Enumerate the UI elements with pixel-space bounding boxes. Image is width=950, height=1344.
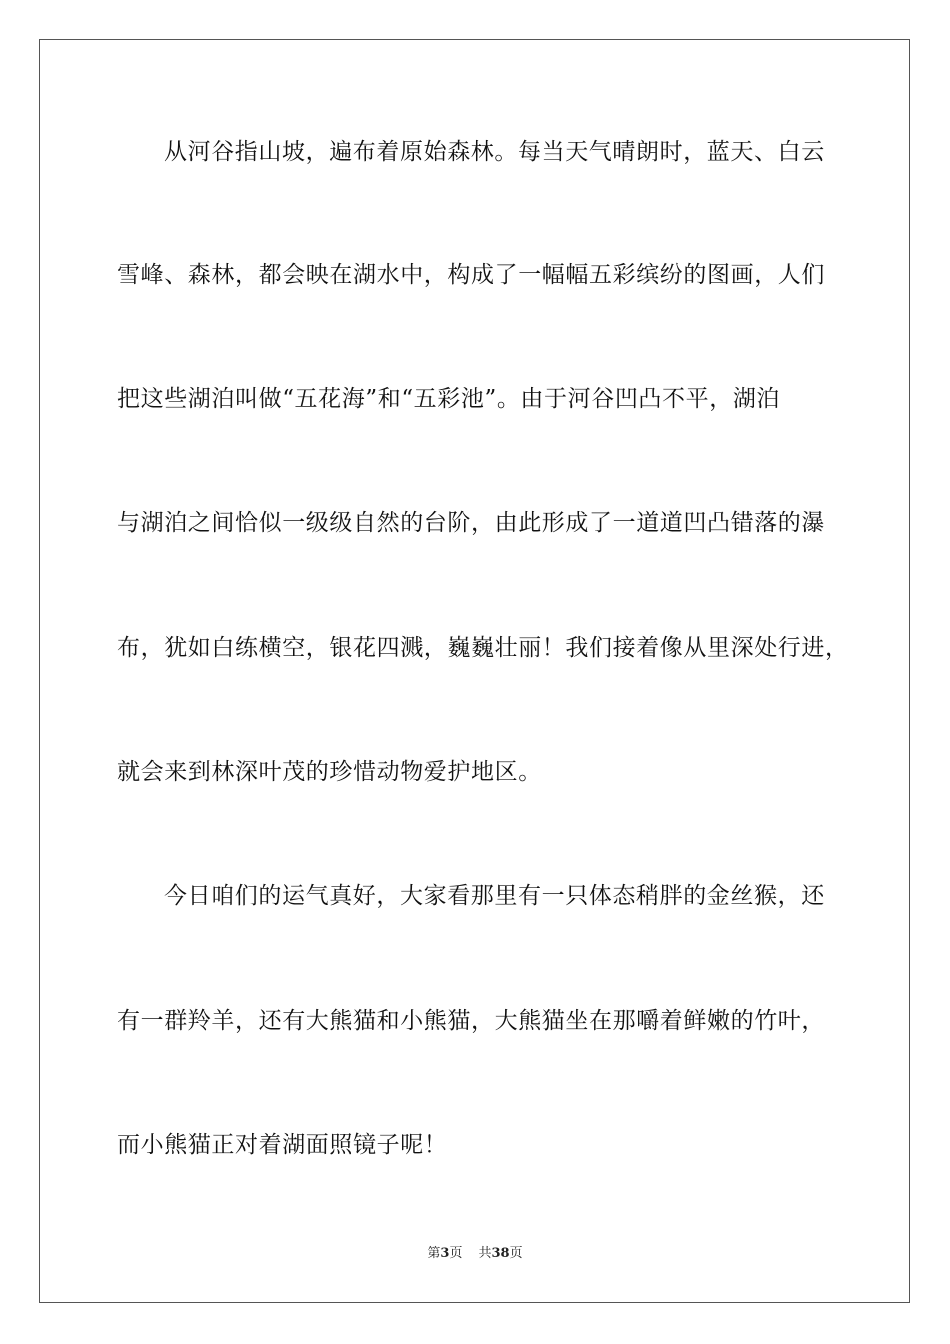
total-prefix: 共 bbox=[478, 1246, 492, 1261]
paragraph-line: 与湖泊之间恰似一级级自然的台阶，由此形成了一道道凹凸错落的瀑 bbox=[117, 510, 825, 536]
page-prefix: 第 bbox=[427, 1246, 441, 1261]
page-border bbox=[39, 39, 910, 1303]
paragraph-line: 就会来到林深叶茂的珍惜动物爱护地区。 bbox=[117, 759, 542, 785]
page-number: 3 bbox=[440, 1246, 450, 1261]
paragraph-line: 布，犹如白练横空，银花四溅，巍巍壮丽！我们接着像从里深处行进， bbox=[117, 635, 849, 661]
paragraph-line: 今日咱们的运气真好，大家看那里有一只体态稍胖的金丝猴，还 bbox=[164, 883, 825, 909]
total-suffix: 页 bbox=[509, 1246, 523, 1261]
page-suffix: 页 bbox=[449, 1246, 463, 1261]
page-footer bbox=[0, 1245, 950, 1263]
paragraph-line: 有一群羚羊，还有大熊猫和小熊猫，大熊猫坐在那嚼着鲜嫩的竹叶， bbox=[117, 1008, 825, 1034]
paragraph-line: 把这些湖泊叫做“五花海”和“五彩池”。由于河谷凹凸不平，湖泊 bbox=[117, 386, 781, 412]
paragraph-line: 而小熊猫正对着湖面照镜子呢！ bbox=[117, 1132, 448, 1158]
total-pages: 38 bbox=[491, 1246, 510, 1261]
paragraph-line: 从河谷指山坡，遍布着原始森林。每当天气晴朗时，蓝天、白云 bbox=[164, 139, 825, 165]
paragraph-line: 雪峰、森林，都会映在湖水中，构成了一幅幅五彩缤纷的图画，人们 bbox=[117, 262, 825, 288]
